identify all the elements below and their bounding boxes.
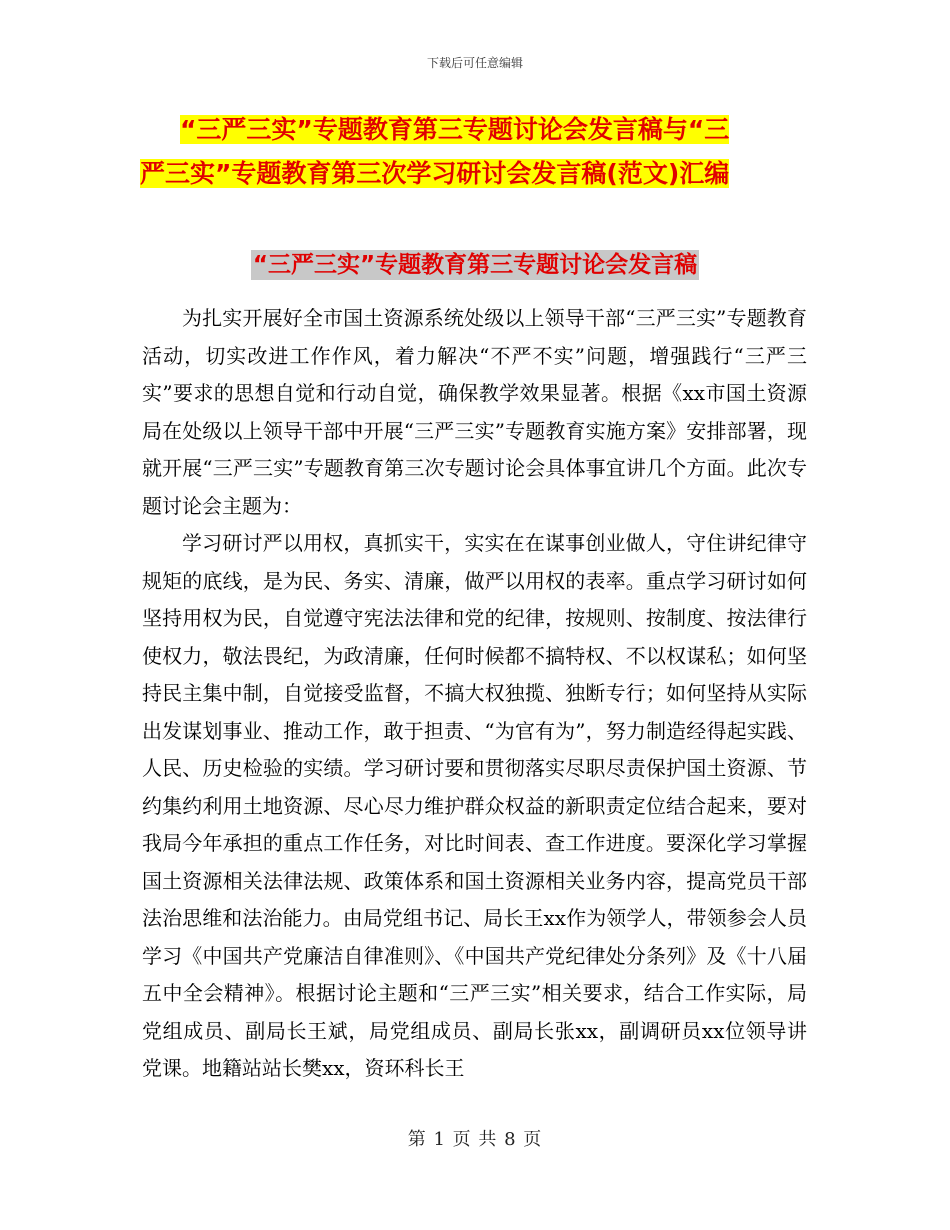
- page-footer: 第 1 页 共 8 页: [407, 1129, 543, 1150]
- body-text: [142, 300, 807, 1088]
- section-title: [0, 246, 950, 279]
- header-note: 下载后可任意编辑: [426, 56, 523, 70]
- document-title: [140, 108, 820, 196]
- paragraph: 为扎实开展好全市国土资源系统处级以上领导干部“三严三实”专题教育活动，切实改进工作作风，着力解决“不严不实”问题，增强践行“三严三实”要求的思想自觉和行动自觉，确保教学效果显著。根据《xx市国土资源局在处级以上领导干部中开展“三严三实”专题教育实施方案》安排部署，现就开展“三严三实”专题教育第三次专题讨论会具体事宜讲几个方面。此次专题讨论会主题为：: [142, 306, 807, 518]
- section-title-text: “三严三实”专题教育第三专题讨论会发言稿: [252, 252, 698, 278]
- title-line-2: 严三实”专题教育第三次学习研讨会发言稿(范文)汇编: [140, 159, 730, 188]
- title-line-1: “三严三实”专题教育第三专题讨论会发言稿与“三: [180, 115, 730, 144]
- paragraph: 学习研讨严以用权，真抓实干，实实在在谋事创业做人，守住讲纪律守规矩的底线，是为民、务实、清廉，做严以用权的表率。重点学习研讨如何坚持用权为民，自觉遵守宪法法律和党的纪律，按规则、按制度、按法律行使权力，敬法畏纪，为政清廉，任何时候都不搞特权、不以权谋私；如何坚持民主集中制，自觉接受监督，不搞大权独揽、独断专行；如何坚持从实际出发谋划事业、推动工作，敢于担责、“为官有为”，努力制造经得起实践、人民、历史检验的实绩。学习研讨要和贯彻落实尽职尽责保护国土资源、节约集约利用土地资源、尽心尽力维护群众权益的新职责定位结合起来，要对我局今年承担的重点工作任务，对比时间表、查工作进度。要深化学习掌握国土资源相关法律法规、政策体系和国土资源相关业务内容，提高党员干部法治思维和法治能力。由局党组书记、局长王xx作为领学人，带领参会人员学习《中国共产党廉洁自律准则》、《中国共产党纪律处分条列》及《十八届五中全会精神》。根据讨论主题和“三严三实”相关要求，结合工作实际，局党组成员、副局长王斌，局党组成员、副局长张xx，副调研员xx位领导讲党课。地籍站站长樊xx，资环科长王: [142, 531, 807, 1080]
